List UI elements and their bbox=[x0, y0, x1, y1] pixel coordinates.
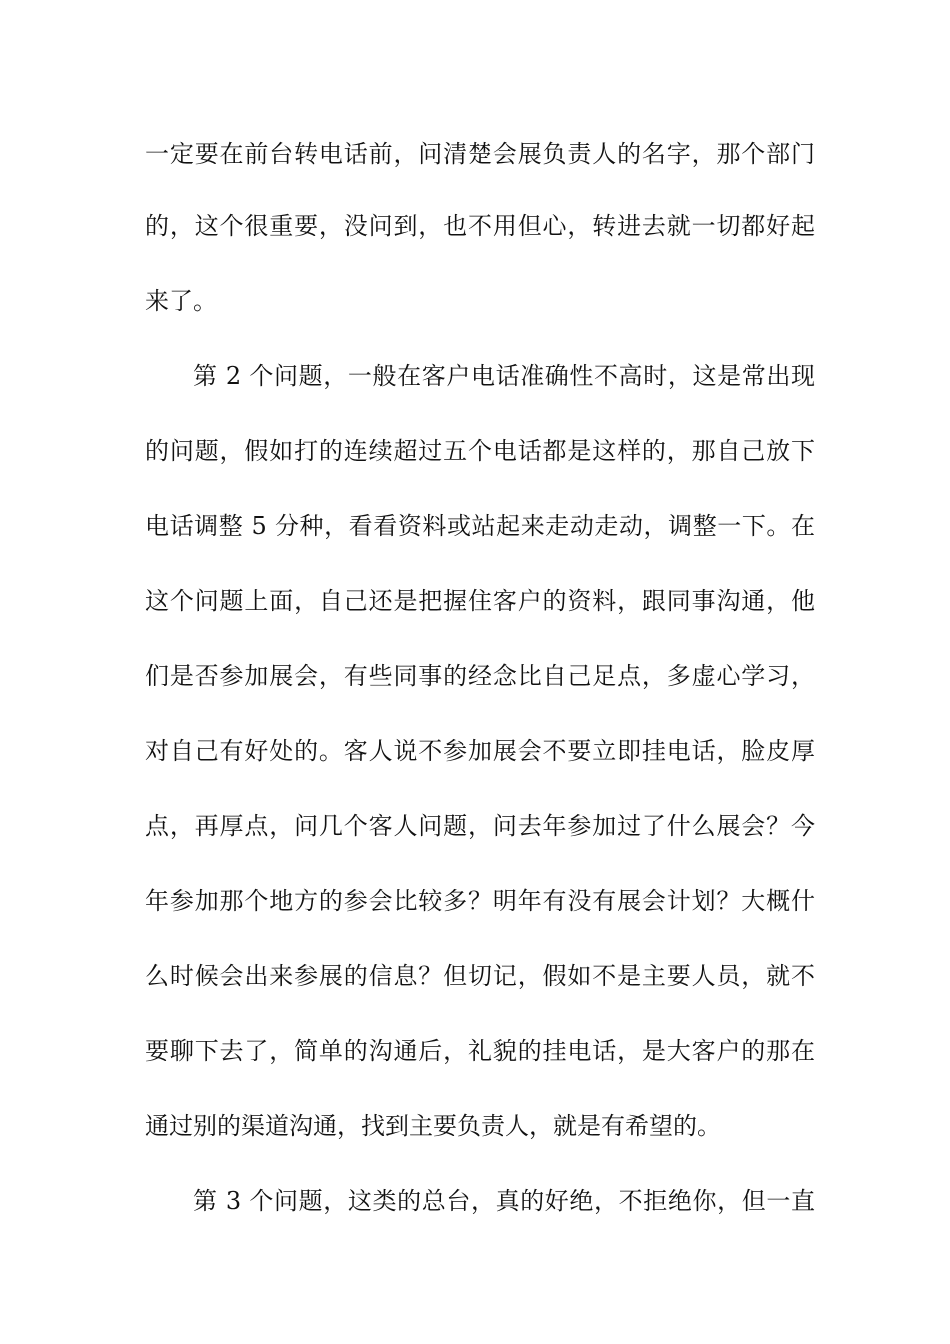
text-line: 要聊下去了，简单的沟通后，礼貌的挂电话，是大客户的那在 bbox=[145, 1037, 815, 1065]
text-line: 的问题，假如打的连续超过五个电话都是这样的，那自己放下 bbox=[145, 437, 815, 465]
text-line: 来了。 bbox=[145, 287, 217, 315]
text-line: 第 2 个问题，一般在客户电话准确性不高时，这是常出现 bbox=[193, 362, 815, 390]
text-line: 对自己有好处的。客人说不参加展会不要立即挂电话，脸皮厚 bbox=[145, 737, 815, 765]
text-line: 年参加那个地方的参会比较多？明年有没有展会计划？大概什 bbox=[145, 887, 815, 915]
text-line: 通过别的渠道沟通，找到主要负责人，就是有希望的。 bbox=[145, 1112, 721, 1140]
text-line: 点，再厚点，问几个客人问题，问去年参加过了什么展会？今 bbox=[145, 812, 815, 840]
text-line: 这个问题上面，自己还是把握住客户的资料，跟同事沟通，他 bbox=[145, 587, 815, 615]
text-line: 么时候会出来参展的信息？但切记，假如不是主要人员，就不 bbox=[145, 962, 815, 990]
text-line: 第 3 个问题，这类的总台，真的好绝，不拒绝你，但一直 bbox=[193, 1187, 815, 1215]
text-line: 电话调整 5 分种，看看资料或站起来走动走动，调整一下。在 bbox=[145, 512, 815, 540]
text-line: 一定要在前台转电话前，问清楚会展负责人的名字，那个部门 bbox=[145, 140, 815, 168]
text-line: 们是否参加展会，有些同事的经念比自己足点，多虚心学习， bbox=[145, 662, 815, 690]
text-line: 的，这个很重要，没问到，也不用但心，转进去就一切都好起 bbox=[145, 212, 815, 240]
